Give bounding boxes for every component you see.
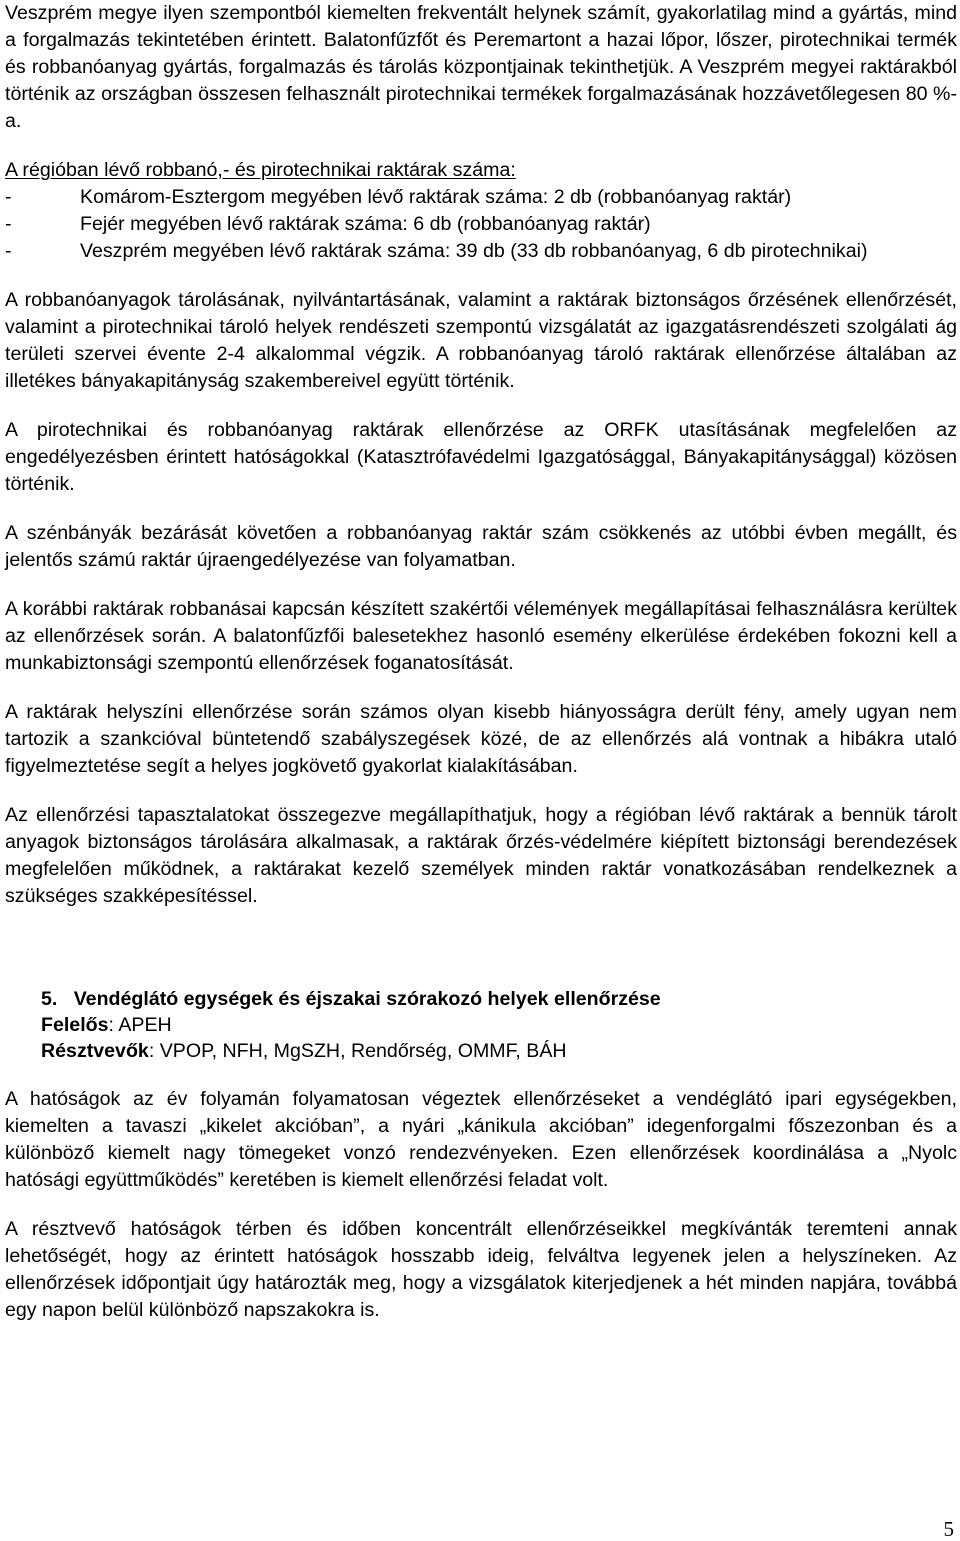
participants-value: : VPOP, NFH, MgSZH, Rendőrség, OMMF, BÁH [148, 1040, 567, 1062]
section-number: 5. [41, 988, 58, 1010]
list-dash: - [5, 213, 12, 235]
body-paragraph: Az ellenőrzési tapasztalatokat összegezve megállapíthatjuk, hogy a régióban lévő raktárak a bennük tárolt anyagok biztonságos tárolására alkalmasak, a raktárak őrzés-védelmére kiépített biztonsági berendezések megfelelően működnek, a raktárakat kezelő személyek minden raktár vonatkozásában rendelkeznek a szükséges szakképesítéssel. [5, 804, 957, 907]
section-5-paragraph: A résztvevő hatóságok térben és időben koncentrált ellenőrzéseikkel megkívánták teremteni annak lehetőségét, hogy az érintett hatóságok hosszabb ideig, felváltva legyenek jelen a helyszíneken. Az ellenőrzések időpontjait úgy határozták meg, hogy a vizsgálatok kiterjedjenek a hét minden napjára, továbbá egy napon belül különböző napszakokra is. [5, 1218, 957, 1321]
responsible-value: : APEH [108, 1014, 172, 1036]
warehouse-section [5, 157, 957, 265]
section-5-header [5, 986, 957, 1064]
list-item [5, 211, 957, 238]
list-item-text: Komárom-Esztergom megyében lévő raktárak száma: 2 db (robbanóanyag raktár) [80, 186, 792, 208]
section-title: Vendéglátó egységek és éjszakai szórakozó helyek ellenőrzése [73, 988, 661, 1010]
participants-line [41, 1038, 957, 1064]
body-paragraph: A korábbi raktárak robbanásai kapcsán készített szakértői vélemények megállapításai felhasználásra kerültek az ellenőrzések során. A balatonfűzfői balesetekhez hasonló esemény elkerülése érdekében fokozni kell a munkabiztonsági szempontú ellenőrzések foganatosítását. [5, 598, 957, 674]
list-item-text: Fejér megyében lévő raktárak száma: 6 db (robbanóanyag raktár) [80, 213, 651, 235]
list-dash: - [5, 240, 12, 262]
responsible-label: Felelős [41, 1014, 109, 1036]
list-item-text: Veszprém megyében lévő raktárak száma: 39 db (33 db robbanóanyag, 6 db pirotechnikai) [80, 240, 868, 262]
body-paragraph: A raktárak helyszíni ellenőrzése során számos olyan kisebb hiányosságra derült fény, amely ugyan nem tartozik a szankcióval büntetendő szabályszegések közé, de az ellenőrzés alá vontnak a hibákra utaló figyelmeztetése segít a helyes jogkövető gyakorlat kialakításában. [5, 701, 957, 777]
list-item [5, 184, 957, 211]
responsible-line [41, 1012, 957, 1038]
list-dash: - [5, 186, 12, 208]
section-heading [41, 986, 957, 1012]
warehouse-list-title [5, 157, 957, 184]
body-paragraph: A robbanóanyagok tárolásának, nyilvántartásának, valamint a raktárak biztonságos őrzésének ellenőrzését, valamint a pirotechnikai tároló helyek rendészeti szempontú vizsgálatát az igazgatásrendészeti szolgálati ág területi szervei évente 2-4 alkalommal végzik. A robbanóanyag tároló raktárak ellenőrzése általában az illetékes bányakapitányság szakembereivel együtt történik. [5, 289, 957, 392]
body-paragraph: A pirotechnikai és robbanóanyag raktárak ellenőrzése az ORFK utasításának megfelelően az engedélyezésben érintett hatóságokkal (Katasztrófavédelmi Igazgatósággal, Bányakapitánysággal) közösen történik. [5, 419, 957, 495]
page-number: 5 [943, 1517, 954, 1541]
body-paragraph: A szénbányák bezárását követően a robbanóanyag raktár szám csökkenés az utóbbi évben megállt, és jelentős számú raktár újraengedélyezése van folyamatban. [5, 522, 957, 571]
warehouse-list-title-text: A régióban lévő robbanó,- és pirotechnikai raktárak száma: [5, 159, 516, 181]
document-page [5, 0, 957, 1324]
list-item [5, 238, 957, 265]
participants-label: Résztvevők [41, 1040, 149, 1062]
section-5-paragraph: A hatóságok az év folyamán folyamatosan végeztek ellenőrzéseket a vendéglátó ipari egységekben, kiemelten a tavaszi „kikelet akcióban”, a nyári „kánikula akcióban” idegenforgalmi főszezonban és a különböző kiemelt nagy tömegeket vonzó rendezvényeken. Ezen ellenőrzések koordinálása a „Nyolc hatósági együttműködés” keretében is kiemelt ellenőrzési feladat volt. [5, 1088, 957, 1191]
intro-paragraph: Veszprém megye ilyen szempontból kiemelten frekventált helynek számít, gyakorlatilag mind a gyártás, mind a forgalmazás tekintetében érintett. Balatonfűzfőt és Peremartont a hazai lőpor, lőszer, pirotechnikai termék és robbanóanyag gyártás, forgalmazás és tárolás központjainak tekinthetjük. A Veszprém megyei raktárakból történik az országban összesen felhasznált pirotechnikai termékek forgalmazásának hozzávetőlegesen 80 %- a. [5, 2, 957, 132]
warehouse-list [5, 184, 957, 265]
